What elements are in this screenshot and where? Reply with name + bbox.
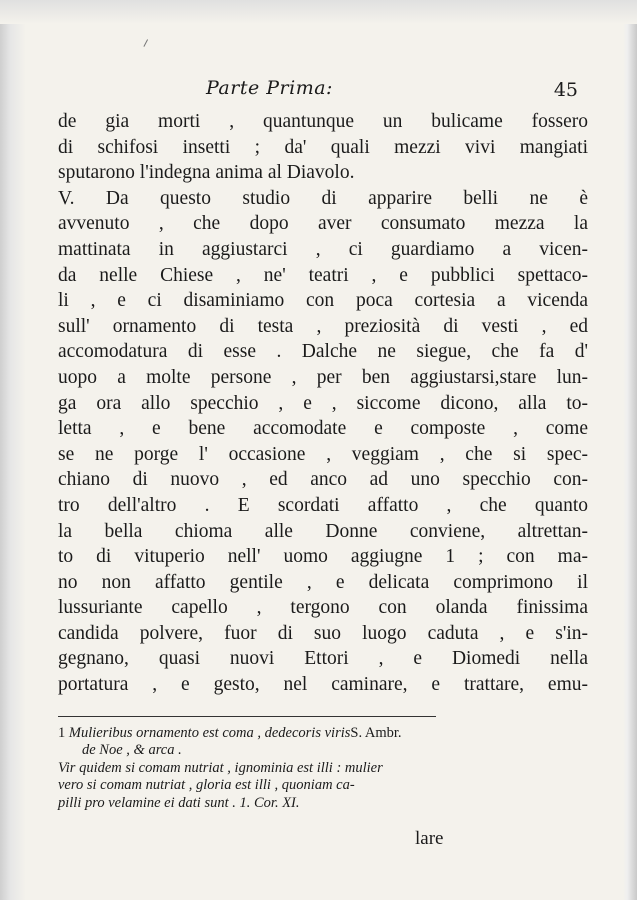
text-line: sputarono l'indegna anima al Diavolo. <box>58 162 355 184</box>
text-line: V. Da questo studio di apparire belli ne è <box>58 187 588 209</box>
footnote-2-line: Vir quidem si comam nutriat , ignominia est illi : mulier <box>58 759 383 776</box>
text-line: no non affatto gentile , e delicata comprimono il <box>58 571 588 593</box>
ink-mark <box>143 39 151 48</box>
footnote-2-line: vero si comam nutriat , gloria est illi , quoniam ca- <box>58 777 355 794</box>
text-line: lussuriante capello , tergono con olanda finissima <box>58 597 588 619</box>
text-line: de gia morti , quantunque un bulicame fossero <box>58 111 588 132</box>
running-head <box>58 75 588 109</box>
footnote-1 <box>58 725 588 743</box>
scan-edge-right <box>623 0 637 900</box>
text-line: letta , e bene accomodate e composte , come <box>58 418 588 440</box>
text-line: sull' ornamento di testa , preziosità di vesti , ed <box>58 315 588 337</box>
catchword: lare <box>415 828 444 849</box>
text-line: gegnano, quasi nuovi Ettori , e Diomedi nella <box>58 648 588 670</box>
scan-edge-top <box>0 0 637 24</box>
footnote-rule <box>58 716 436 717</box>
text-line: portatura , e gesto, nel caminare, e trattare, emu- <box>58 674 588 696</box>
text-line: se ne porge l' occasione , veggiam , che si spec- <box>58 443 588 465</box>
text-line: accomodatura di esse . Dalche ne siegue, che fa d' <box>58 341 588 363</box>
footnote-1-continuation: de Noe , & arca . <box>82 742 182 759</box>
text-line: to di vituperio nell' uomo aggiugne 1 ; con ma- <box>58 546 588 568</box>
text-line: uopo a molte persone , per ben aggiustarsi,stare lun- <box>58 366 588 388</box>
footnote-2-line: pilli pro velamine ei dati sunt . 1. Cor. XI. <box>58 794 300 811</box>
text-line: li , e ci disaminiamo con poca cortesia a vicenda <box>58 290 588 312</box>
text-line: candida polvere, fuor di suo luogo caduta , e s'in- <box>58 622 588 644</box>
running-title: Parte Prima: <box>206 77 333 99</box>
text-line: tro dell'altro . E scordati affatto , che quanto <box>58 494 588 516</box>
text-line: la bella chioma alle Donne conviene, altrettan- <box>58 520 588 542</box>
book-page <box>58 75 588 812</box>
text-line: di schifosi insetti ; da' quali mezzi vivi mangiati <box>58 136 588 158</box>
body-text <box>58 109 588 698</box>
text-line: mattinata in aggiustarci , ci guardiamo a vicen- <box>58 238 588 260</box>
text-line: da nelle Chiese , ne' teatri , e pubblici spettaco- <box>58 264 588 286</box>
text-line: avvenuto , che dopo aver consumato mezza la <box>58 213 588 235</box>
text-line: ga ora allo specchio , e , siccome dicono, alla to- <box>58 392 588 414</box>
scan-edge-left <box>0 0 26 900</box>
footnotes <box>58 725 588 813</box>
footnote-marker: 1 <box>58 724 66 741</box>
page-number: 45 <box>553 79 578 101</box>
text-line: chiano di nuovo , ed anco ad uno specchio con- <box>58 469 588 491</box>
footnote-text: Mulieribus ornamento est coma , dedecoris viris <box>68 724 351 741</box>
footnote-reference: S. Ambr. <box>350 724 402 741</box>
